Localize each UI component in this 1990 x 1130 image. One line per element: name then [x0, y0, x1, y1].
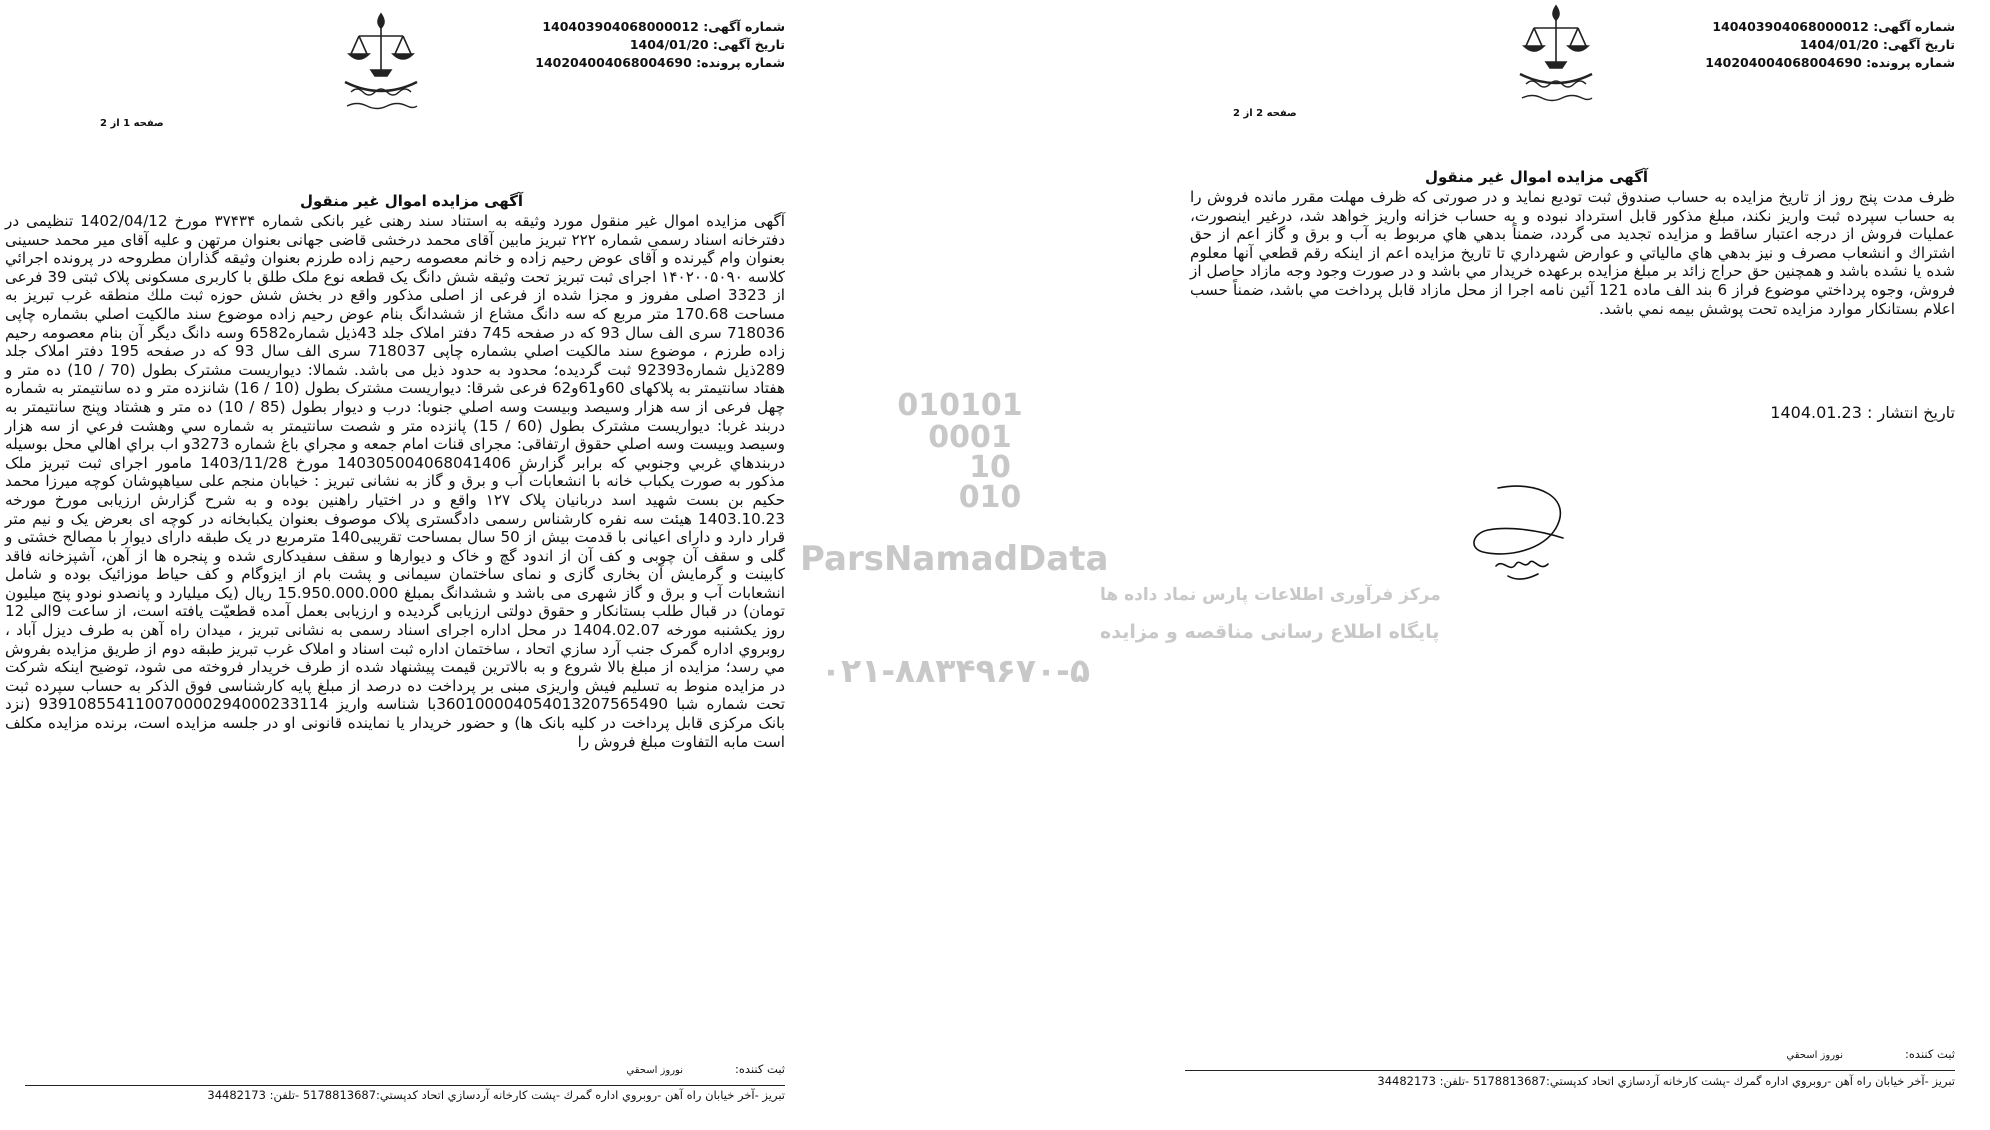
watermark-brand: ParsNamadData — [800, 539, 1109, 579]
judiciary-emblem-logo — [337, 8, 425, 118]
publish-date: تاريخ انتشار : 1404.01.23 — [1770, 403, 1955, 422]
watermark-line2: پایگاه اطلاع رسانی مناقصه و مزایده — [1100, 621, 1440, 643]
registrar-name: نوروز اسحقي — [626, 1065, 683, 1076]
watermark-phone: ۰۲۱-۸۸۳۴۹۶۷۰-۵ — [820, 651, 1090, 690]
ad-number: شماره آگهی: 140403904068000012 — [542, 19, 785, 34]
document-page-1 — [0, 0, 800, 1130]
parsnamaddata-watermark — [800, 388, 1441, 715]
watermark-binary-row: 0001 — [928, 420, 1012, 455]
ad-date: تاریخ آگهی: 1404/01/20 — [1799, 37, 1955, 52]
registrar-name: نوروز اسحقي — [1786, 1050, 1843, 1061]
page-number: صفحه 2 از 2 — [1233, 108, 1297, 119]
ad-meta — [1705, 18, 1955, 72]
auction-notice-body: ظرف مدت پنج روز از تاریخ مزایده به حساب صندوق ثبت تودیع نماید و در صورتی که ظرف مهلت مقرر مانده فروش را به حساب سپرده ثبت واریز نکند، مبلغ مذکور قابل استرداد نبوده و به حساب خزانه واریز خواهد شد، درغیر اینصورت، عملیات فروش از درجه اعتبار ساقط و مزایده تجدید می گردد، ضمناً بدهي هاي مربوط به آب و برق و گاز اعم از حق اشتراك و انشعاب مصرف و نيز بدهي هاي مالياتي و عوارض شهرداري تا تاريخ مزايده اعم از اينكه رقم قطعي آنها معلوم شده يا نشده باشد و همچنين حق حراج زائد بر مبلغ مزايده برعهده خريدار مي باشد و در صورت وجود وجه مازاد حاصل از فروش، وجوه پرداختي موضوع فراز 6 بند الف ماده 121 آئين نامه اجرا از محل مازاد قابل پرداخت مي باشد، ضمناً حسب اعلام بستانكار موارد مزايده تحت پوشش بيمه نمي باشد. — [1190, 188, 1955, 318]
ad-meta — [535, 18, 785, 72]
watermark-binary-row: 010 — [958, 480, 1022, 515]
case-number: شماره پرونده: 140204004068004690 — [535, 55, 785, 70]
footer-divider — [25, 1085, 785, 1086]
auction-notice-body: آگهی مزایده اموال غیر منقول مورد وثیقه به استناد سند رهنی غیر بانکی شماره ۳۷۴۳۴ مورخ 1402/04/12 تنظیمی در دفترخانه اسناد رسمی شماره ۲۲۲ تبریز مابین آقای محمد درخشی قاضی جهانی بعنوان مرتهن و علیه آقای میر محمد حسینی بعنوان وام گیرنده و آقای عوض رحیم زاده و خانم معصومه رحیم زاده طرزم بعنوان وثیقه گذاران مطروحه در پرونده اجرائي كلاسه ۱۴۰۲۰۰۵۰۹۰ اجرای ثبت تبریز تحت وثیقه شش دانگ یک قطعه نوع ملک طلق با کاربری مسکونی پلاک ثبتی 39 فرعی از 3323 اصلی مفروز و مجزا شده از فرعی از اصلی مذکور واقع در بخش شش حوزه ثبت ملك منطقه غرب تبریز به مساحت 170.68 متر مربع که سه دانگ مشاع از ششدانگ بنام عوض رحیم زاده موضوع سند مالکیت اصلي بشماره چاپی 718036 سری الف سال 93 که در صفحه 745 دفتر املاک جلد 43ذیل شماره6582 وسه دانگ دیگر آن بنام معصومه رحیم زاده طرزم ، موضوع سند مالکیت اصلي بشماره چاپی 718037 سری الف سال 93 که در صفحه 195 دفتر املاک جلد 289ذیل شماره92393 ثبت گردیده؛ محدود به حدود ذیل می باشد. شمالا: دیواریست مشترک بطول (70 / 10) ده متر و هفتاد سانتیمتر به پلاکهای 60و61و62 فرعی شرقا: دیواریست مشترک بطول (10 / 16) شانزده متر و ده سانتیمتر به شماره چهل فرعی از سه هزار وسیصد وبیست وسه اصلي جنوبا: درب و دیوار بطول (85 / 10) ده متر و هشتاد وپنج سانتیمتر به دربند غربا: دیواریست مشترک بطول (60 / 15) پانزده متر و شصت سانتیمتر به شماره سي وهشت فرعي از سه هزار وسیصد وبیست وسه اصلي حقوق ارتفاقی: مجرای قنات امام جمعه و مجراي باغ شماره 3273و اب براي اهالي محل بوسيله دربندهاي غربي وجنوبي كه برابر گزارش 140305004068041406 مورخ 1403/11/28 مامور اجرای ثبت تبریز ملک مذکور به صورت یکباب خانه با انشعابات آب و برق و گاز به نشانی تبریز : خیابان منجم علی سیاهپوشان کوچه میرزا محمد حکیم بن بست شهید اسد دربانیان پلاک ۱۲۷ واقع و در اختیار راهنین بوده و به شرح گزارش ارزیابی مورخ مورخه 1403.10.23 هیئت سه نفره کارشناس رسمی دادگستری پلاک موصوف بعنوان یکبابخانه در کوچه ای بعرض یک و نیم متر قرار دارد و دارای اعیانی با قدمت بیش از 50 سال بمساحت تقریبی140 مترمربع در یک طبقه دارای دیوار با مصالح خشتی و گلی و سقف آن چوبی و کف آن از اندود گچ و خاک و دیوارها و سقف سفیدکاری شده و پنجره ها از آهن، آشپزخانه فاقد کابینت و گرمایش آن بخاری گازی و نمای ساختمان سیمانی و پشت بام از ایزوگام و کف حیاط موزائیک بوده و شامل انشعابات آب و برق و گاز شهری می باشد و ششدانگ بمبلغ 15.950.000.000 ریال (یک میلیارد و پانصدو نودو پنج میلیون تومان) در قبال طلب بستانکار و حقوق دولتی ارزیابی گردیده و ارزیابی بعمل آمده قطعیّت یافته است، از ساعت 9الی 12 روز یکشنبه مورخه 1404.02.07 در محل اداره اجرای اسناد رسمی به نشانی تبریز ، میدان راه آهن به طرف دیزل آباد ، روبروي اداره گمرک جنب آرد سازي اتحاد ، ساختمان اداره ثبت اسناد و املاک غرب تبریز طبقه دوم از طريق مزايده بفروش مي رسد؛ مزایده از مبلغ بالا شروع و به بالاترین قیمت پیشنهاد شده از طرف خریدار فروخته می شود، توضیح اینکه شرکت در مزایده منوط به تسلیم فیش واریزی مبنی بر پرداخت ده درصد از مبلغ پایه کارشناسی فوق الذکر به حساب سپرده ثبت تحت شماره شبا 360100004054013207565490با شناسه واریز 939108554110070000294000233114 (نزد بانک مرکزی قابل پرداخت در کلیه بانک ها) و حضور خریدار یا نماینده قانونی او در جلسه مزایده است، برنده مزایده مکلف است مابه التفاوت مبلغ فروش را — [5, 212, 786, 751]
case-number: شماره پرونده: 140204004068004690 — [1705, 55, 1955, 70]
office-address: تبريز -آخر خيابان راه آهن -روبروي اداره گمرك -پشت كارخانه آردسازي اتحاد كدپستي:5178813687 -تلفن: 34482173 — [1377, 1074, 1955, 1088]
page-title: آگهی مزایده اموال غیر منقول — [300, 192, 524, 210]
document-page-2 — [1160, 0, 1960, 1130]
ad-number: شماره آگهی: 140403904068000012 — [1712, 19, 1955, 34]
watermark-binary-row: 010101 — [897, 388, 1023, 423]
handwritten-signature — [1468, 478, 1578, 593]
ad-date: تاریخ آگهی: 1404/01/20 — [629, 37, 785, 52]
page-title: آگهی مزایده اموال غیر منقول — [1425, 168, 1649, 186]
registrar-label: ثبت كننده: — [1905, 1047, 1955, 1061]
judiciary-emblem-logo — [1512, 0, 1600, 110]
footer-divider — [1185, 1070, 1955, 1071]
registrar-label: ثبت كننده: — [735, 1062, 785, 1076]
office-address: تبريز -آخر خيابان راه آهن -روبروي اداره گمرك -پشت كارخانه آردسازي اتحاد كدپستي:5178813687 -تلفن: 34482173 — [207, 1088, 785, 1102]
watermark-line1: مرکز فرآوری اطلاعات پارس نماد داده ها — [1100, 585, 1441, 605]
page-number: صفحه 1 از 2 — [100, 118, 164, 129]
watermark-binary-row: 10 — [969, 450, 1011, 485]
